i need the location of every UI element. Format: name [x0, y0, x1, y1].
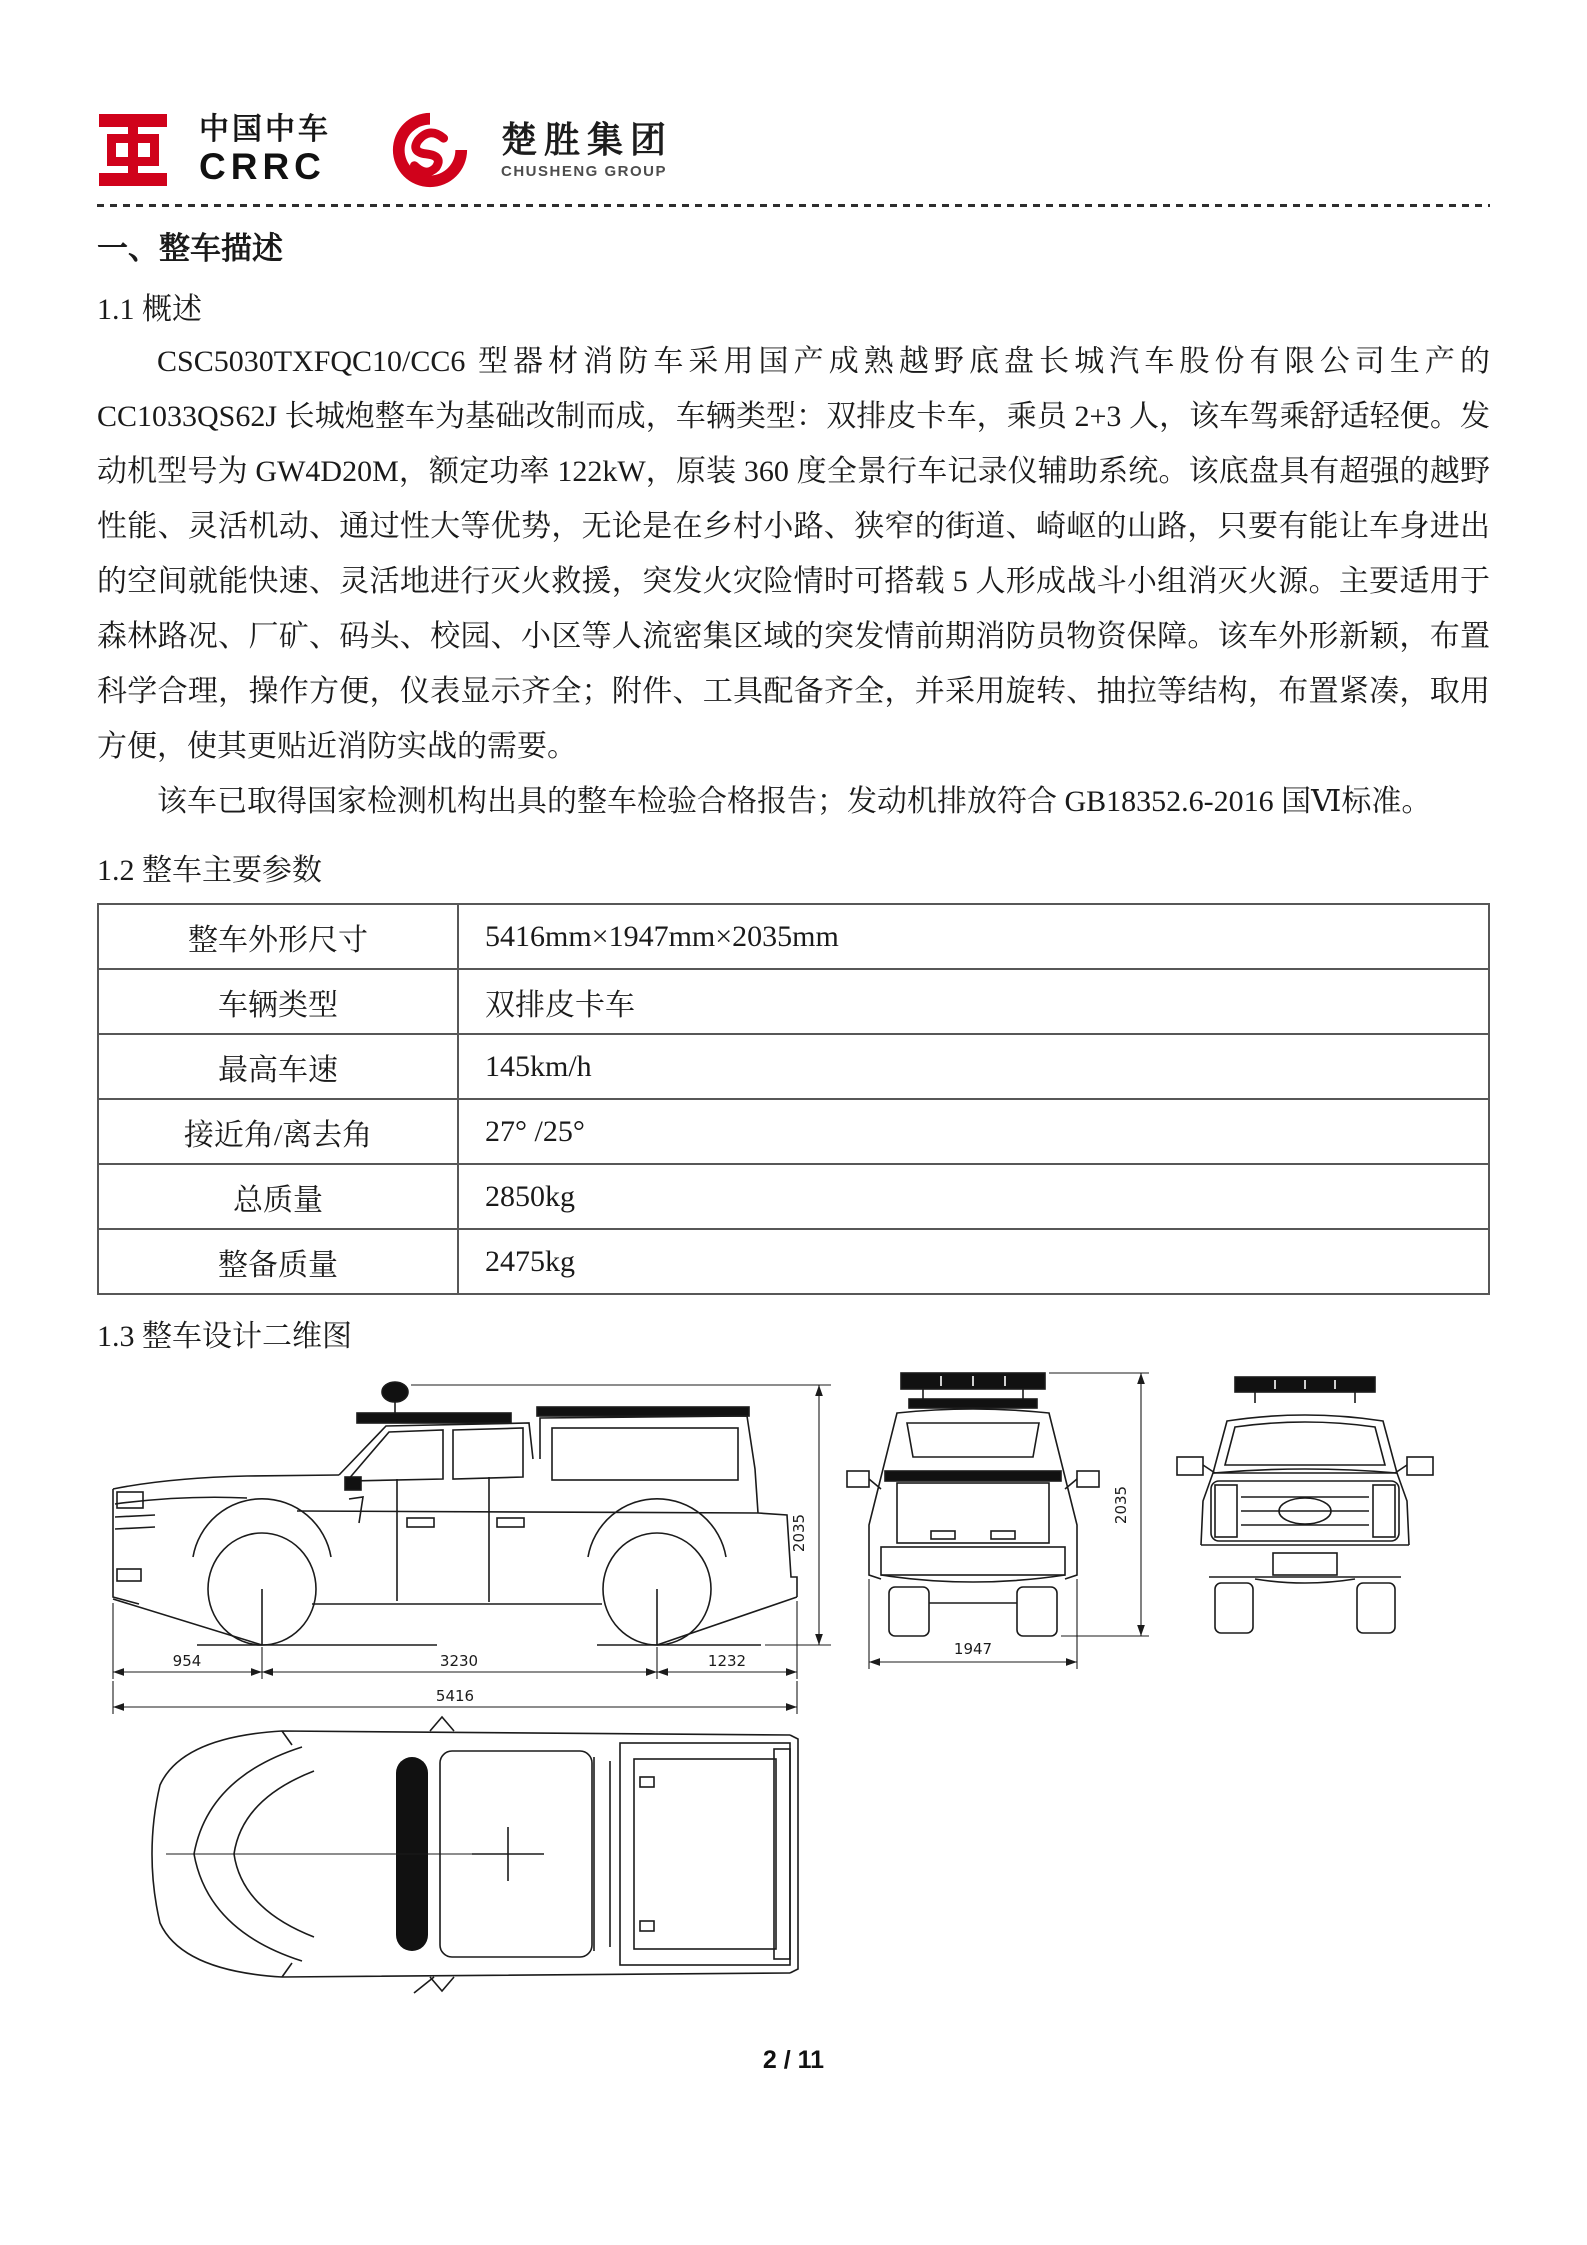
spec-label: 车辆类型 — [98, 969, 458, 1034]
rear-view-drawing — [845, 1363, 1165, 1683]
header-divider — [97, 204, 1490, 207]
dim-rear-overhang: 1232 — [707, 1652, 747, 1670]
spec-value: 145km/h — [458, 1034, 1489, 1099]
table-row — [98, 904, 1489, 969]
spec-label: 整车外形尺寸 — [98, 904, 458, 969]
dim-front-overhang: 954 — [172, 1652, 202, 1670]
subsection-1-2-title: 1.2 整车主要参数 — [97, 854, 322, 887]
table-row — [98, 1229, 1489, 1294]
page-number: 2 / 11 — [762, 2046, 825, 2074]
dim-side-height: 2035 — [790, 1513, 808, 1553]
table-row — [98, 1099, 1489, 1164]
crrc-logo-icon — [97, 112, 169, 188]
page-header — [97, 0, 1490, 196]
table-row — [98, 969, 1489, 1034]
dim-rear-width: 1947 — [953, 1640, 993, 1658]
spec-value: 5416mm×1947mm×2035mm — [458, 904, 1489, 969]
table-row — [98, 1164, 1489, 1229]
vehicle-drawings — [97, 1363, 1490, 2011]
chusheng-logo-icon — [389, 109, 471, 191]
overview-paragraph-2: 该车已取得国家检测机构出具的整车检验合格报告；发动机排放符合 GB18352.6-2016 国Ⅵ标准。 — [157, 785, 1432, 818]
table-row — [98, 1034, 1489, 1099]
spec-value: 27° /25° — [458, 1099, 1489, 1164]
section-title: 一、整车描述 — [97, 231, 283, 266]
chusheng-logo-text — [501, 118, 674, 180]
spec-value: 2475kg — [458, 1229, 1489, 1294]
spec-value: 双排皮卡车 — [458, 969, 1489, 1034]
crrc-name-en: CRRC — [199, 146, 326, 187]
dim-rear-height: 2035 — [1112, 1485, 1130, 1525]
front-view-drawing — [1175, 1371, 1435, 1639]
chusheng-name-cn: 楚胜集团 — [501, 118, 674, 160]
spec-value: 2850kg — [458, 1164, 1489, 1229]
crrc-logo-text — [199, 115, 331, 185]
spec-label: 整备质量 — [98, 1229, 458, 1294]
crrc-name-cn: 中国中车 — [199, 113, 331, 146]
subsection-1-3-title: 1.3 整车设计二维图 — [97, 1320, 352, 1353]
chusheng-name-en: CHUSHENG GROUP — [501, 162, 668, 180]
dim-wheelbase: 3230 — [439, 1652, 479, 1670]
spec-label: 最高车速 — [98, 1034, 458, 1099]
spec-table — [97, 903, 1490, 1295]
top-view-drawing — [142, 1715, 812, 1995]
subsection-1-1-title: 1.1 概述 — [97, 293, 202, 326]
spec-label: 接近角/离去角 — [98, 1099, 458, 1164]
side-view-drawing — [97, 1371, 837, 1721]
dim-total-length: 5416 — [435, 1687, 475, 1705]
spec-label: 总质量 — [98, 1164, 458, 1229]
overview-paragraph-1: CSC5030TXFQC10/CC6 型器材消防车采用国产成熟越野底盘长城汽车股份有限公司生产的 CC1033QS62J 长城炮整车为基础改制而成，车辆类型：双排皮卡车，乘员 2+3 人，该车驾乘舒适轻便。发动机型号为 GW4D20M，额定功率 122kW，原装 360 度全景行车记录仪辅助系统。该底盘具有超强的越野性能、灵活机动、通过性大等优势，无论是在乡村小路、狭窄的街道、崎岖的山路，只要有能让车身进出的空间就能快速、灵活地进行灭火救援，突发火灾险情时可搭载 5 人形成战斗小组消灭火源。主要适用于森林路况、厂矿、码头、校园、小区等人流密集区域的突发情前期消防员物资保障。该车外形新颖，布置科学合理，操作方便，仪表显示齐全；附件、工具配备齐全，并采用旋转、抽拉等结构，布置紧凑，取用方便，使其更贴近消防实战的需要。 — [97, 345, 1490, 763]
